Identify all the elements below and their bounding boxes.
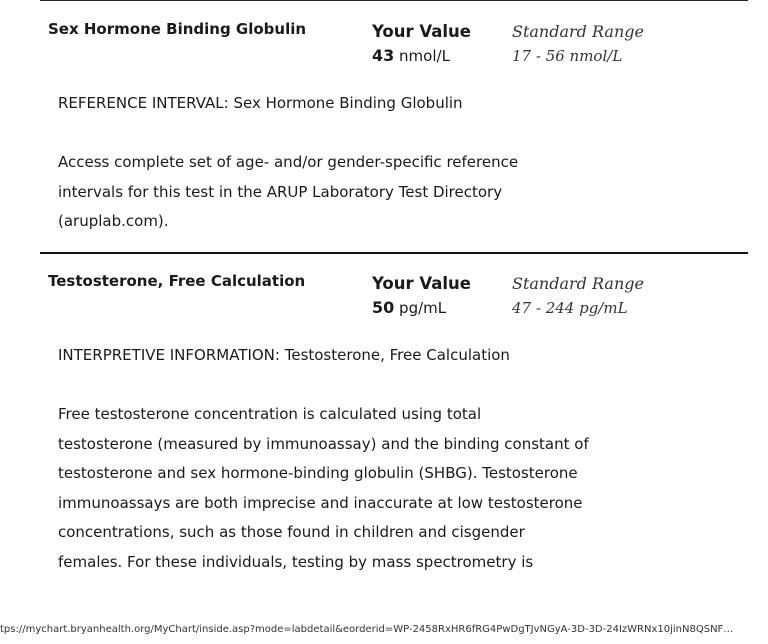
comment-line: (aruplab.com). — [58, 212, 169, 230]
comment-line: testosterone (measured by immunoassay) and the binding constant of — [58, 434, 589, 453]
standard-range: 17 - 56 nmol/L — [512, 47, 623, 65]
comment-title: REFERENCE INTERVAL: Sex Hormone Binding Globulin — [58, 94, 463, 112]
your-value-heading: Your Value — [372, 22, 471, 41]
result-unit: nmol/L — [399, 47, 450, 65]
standard-range: 47 - 244 pg/mL — [512, 299, 628, 317]
comment-line: testosterone and sex hormone-binding globulin (SHBG). Testosterone — [58, 464, 578, 482]
test-name: Sex Hormone Binding Globulin — [48, 20, 307, 38]
result-value: 43 — [372, 46, 395, 65]
standard-range-heading: Standard Range — [512, 22, 644, 41]
comment-line: concentrations, such as those found in children and cisgender — [58, 523, 525, 541]
comment-line: immunoassays are both imprecise and inaccurate at low testosterone — [58, 493, 583, 512]
standard-range-column — [512, 20, 644, 68]
comment-spacer — [58, 119, 658, 149]
page-url-footer: tps://mychart.bryanhealth.org/MyChart/inside.asp?mode=labdetail&eorderid=WP-2458RxHR6fRG4PwDgTJvNGyA-3D-3D-24IzWRNx10jinN8QSNF… — [0, 615, 768, 644]
top-divider — [40, 0, 748, 1]
your-value-heading: Your Value — [372, 274, 471, 293]
your-value — [372, 44, 471, 68]
comment-line: Free testosterone concentration is calculated using total — [58, 405, 482, 423]
comment-spacer — [58, 371, 658, 401]
result-comment-testosterone — [58, 341, 658, 577]
test-name: Testosterone, Free Calculation — [48, 272, 306, 290]
your-value-column — [372, 20, 471, 68]
comment-line: females. For these individuals, testing by mass spectrometry is — [58, 552, 534, 571]
result-divider — [40, 252, 748, 254]
comment-line: intervals for this test in the ARUP Laboratory Test Directory — [58, 182, 503, 201]
your-value-column — [372, 272, 471, 320]
result-unit: pg/mL — [399, 299, 447, 317]
result-value: 50 — [372, 298, 395, 317]
standard-range-column — [512, 272, 644, 320]
comment-title: INTERPRETIVE INFORMATION: Testosterone, Free Calculation — [58, 346, 510, 364]
comment-line: Access complete set of age- and/or gender-specific reference — [58, 153, 519, 171]
standard-range-heading: Standard Range — [512, 274, 644, 293]
result-comment-shbg — [58, 89, 658, 237]
your-value — [372, 296, 471, 320]
